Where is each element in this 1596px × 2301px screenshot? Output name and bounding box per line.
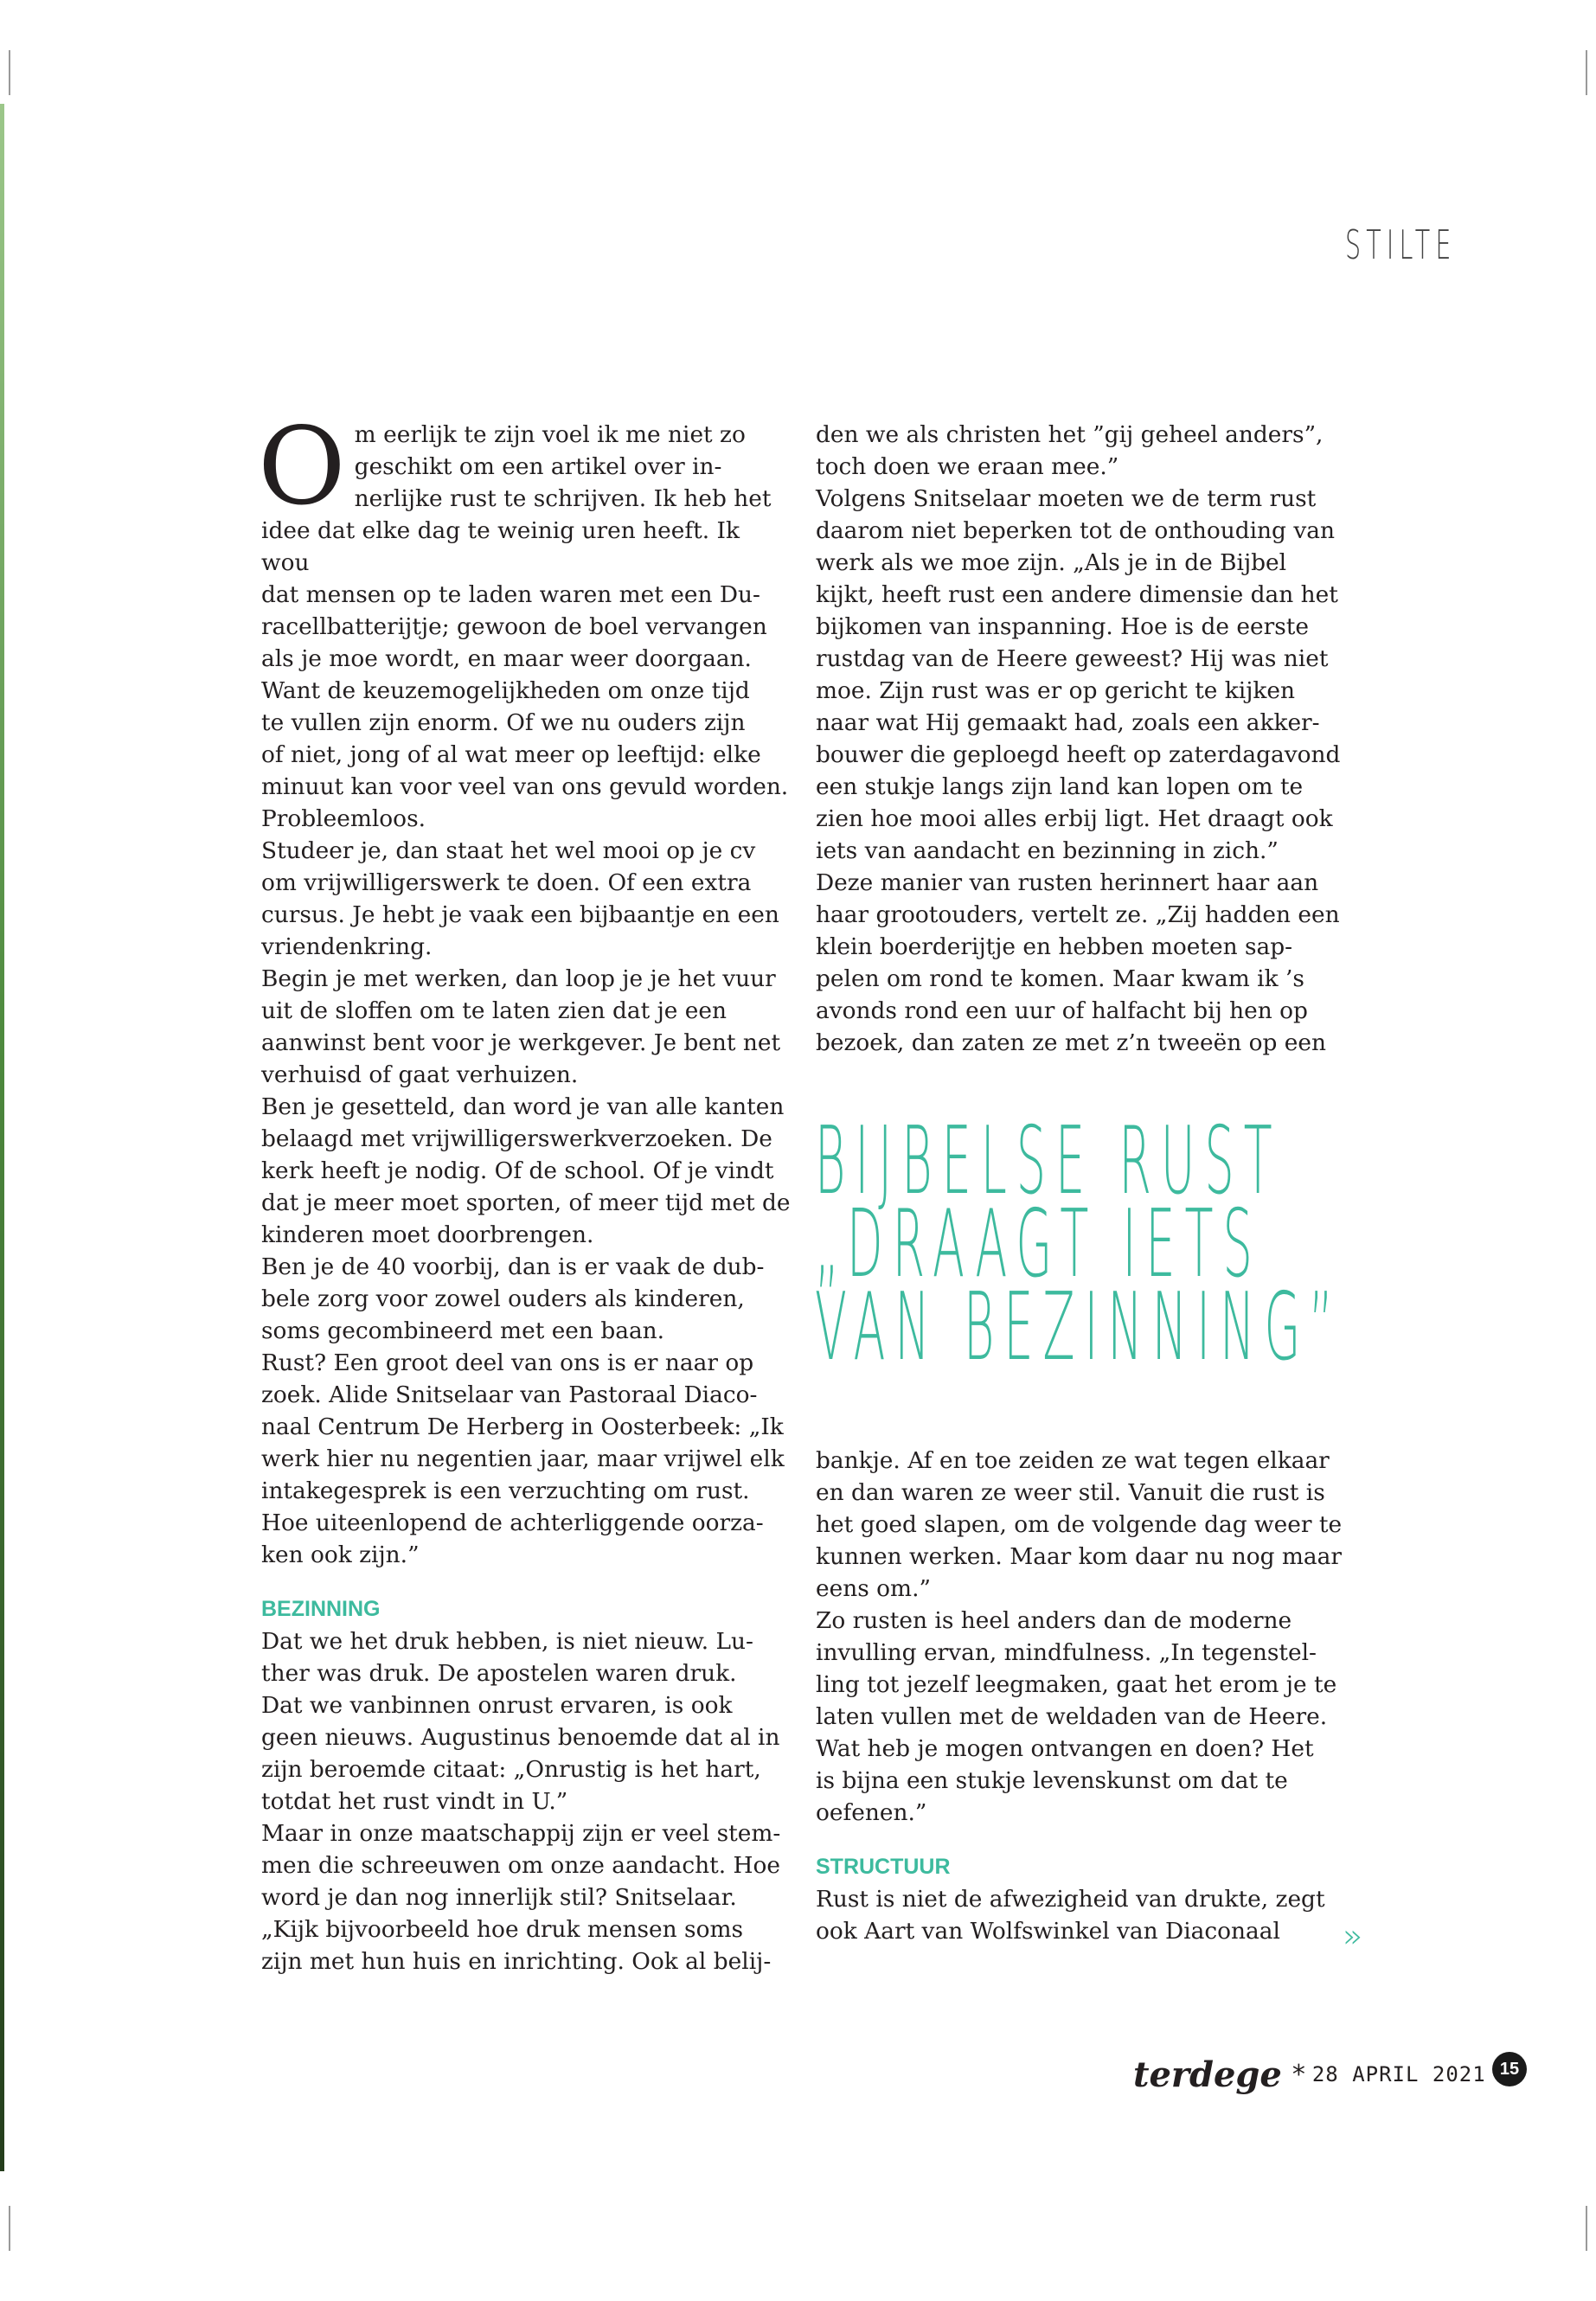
intro-block [258,405,793,529]
paragraph: Rust? Een groot deel van ons is er naar op zoek. Alide Snitselaar van Pastoraal Diaco- naal Centrum De Herberg in Oosterbeek: „Ik werk hier nu negentien jaar, maar vrijwel elk intakegesprek is een verzuchting om rust. Hoe uiteenlopend de achterliggende oorza- ken ook zijn.” [261,1349,785,1568]
paragraph: bankje. Af en toe zeiden ze wat tegen elkaar en dan waren ze weer stil. Vanuit die rust is het goed slapen, om de volgende dag weer te kunnen werken. Maar kom daar nu nog maar eens om.” [816,1447,1343,1602]
crop-mark [9,50,10,95]
paragraph: Rust is niet de afwezigheid van drukte, zegt ook Aart van Wolfswinkel van Diaconaal [816,1886,1325,1945]
drop-cap: O [258,405,346,529]
intro-text: m eerlijk te zijn voel ik me niet zo geschikt om een artikel over in- nerlijke rust te schrijven. Ik heb het [354,421,772,512]
paragraph: Maar in onze maatschappij zijn er veel stem- men die schreeuwen om onze aandacht. Hoe word je dan nog innerlijk stil? Snitselaar. „Kijk bijvoorbeeld hoe druk mensen soms zijn met hun huis en inrichting. Ook al belij- [261,1820,781,1975]
paragraph: Ben je de 40 voorbij, dan is er vaak de dub- bele zorg voor zowel ouders als kinderen, soms gecombineerd met een baan. [261,1253,765,1344]
magazine-logo: terdege [1133,2054,1282,2095]
pull-quote-line: VAN BEZINNING” [815,1273,1343,1381]
article-column-right-bottom [816,1445,1343,1947]
pull-quote-line: „DRAAGT IETS [815,1190,1262,1298]
continue-arrows-icon: » [1343,1917,1363,1955]
section-label: STILTE [1345,221,1457,268]
paragraph: den we als christen het ”gij geheel anders”, toch doen we eraan mee.” [816,421,1324,480]
crop-mark [1586,50,1587,95]
page-edge-strip [0,104,4,2171]
paragraph: Zo rusten is heel anders dan de moderne invulling ervan, mindfulness. „In tegenstel- ling tot jezelf leegmaken, gaat het erom je te laten vullen met de weldaden van de Heere. Wat heb je mogen ontvangen en doen? Het is bijna een stukje levenskunst om dat te oefenen.” [816,1607,1337,1826]
issue-date: 28 APRIL 2021 [1311,2062,1486,2086]
article-column-left [258,405,793,1977]
crop-mark [9,2206,10,2251]
asterisk-separator-icon: * [1292,2059,1305,2090]
page-number: 15 [1492,2052,1527,2086]
paragraph: Studeer je, dan staat het wel mooi op je cv om vrijwilligerswerk te doen. Of een extra cursus. Je hebt je vaak een bijbaantje en een vriendenkring. [261,837,779,960]
pull-quote [815,1107,1343,1381]
paragraph: Volgens Snitselaar moeten we de term rust daarom niet beperken tot de onthouding van werk als we moe zijn. „Als je in de Bijbel kijkt, heeft rust een andere dimensie dan het bijkomen van inspanning. Hoe is de eerste rustdag van de Heere geweest? Hij was niet moe. Zijn rust was er op gericht te kijken naar wat Hij gemaakt had, zoals een akker- bouwer die geploegd heeft op zaterdagavond een stukje langs zijn land kan lopen om te zien hoe mooi alles erbij ligt. Het draagt ook iets van aandacht en bezinning in zich.” [816,485,1341,864]
subheading-bezinning: BEZINNING [261,1597,381,1621]
pull-quote-line: BIJBELSE RUST [815,1107,1282,1215]
paragraph: Begin je met werken, dan loop je je het vuur uit de sloffen om te laten zien dat je een aanwinst bent voor je werkgever. Je bent net verhuisd of gaat verhuizen. [261,965,781,1088]
paragraph: idee dat elke dag te weinig uren heeft. Ik wou dat mensen op te laden waren met een Du- racellbatterijtje; gewoon de boel vervangen als je moe wordt, en maar weer doorgaan. Want de keuzemogelijkheden om onze tijd te vullen zijn enorm. Of we nu ouders zijn of niet, jong of al wat meer op leeftijd: elke minuut kan voor veel van ons gevuld worden. Probleemloos. [261,517,789,832]
page-footer [1133,2048,1531,2100]
article-column-right-top [816,419,1343,1059]
crop-mark [1586,2206,1587,2251]
paragraph: Dat we het druk hebben, is niet nieuw. Lu- ther was druk. De apostelen waren druk. Dat we vanbinnen onrust ervaren, is ook geen nieuws. Augustinus benoemde dat al in zijn beroemde citaat: „Onrustig is het hart, totdat het rust vindt in U.” [261,1628,780,1815]
paragraph: Deze manier van rusten herinnert haar aan haar grootouders, vertelt ze. „Zij hadden een klein boerderijtje en hebben moeten sap- pelen om rond te komen. Maar kwam ik ’s avonds rond een uur of halfacht bij hen op bezoek, dan zaten ze met z’n tweeën op een [816,869,1340,1056]
paragraph: Ben je gesetteld, dan word je van alle kanten belaagd met vrijwilligerswerkverzoeken. De kerk heeft je nodig. Of de school. Of je vindt dat je meer moet sporten, of meer tijd met de kinderen moet doorbrengen. [261,1093,791,1248]
subheading-structuur: STRUCTUUR [816,1855,951,1879]
